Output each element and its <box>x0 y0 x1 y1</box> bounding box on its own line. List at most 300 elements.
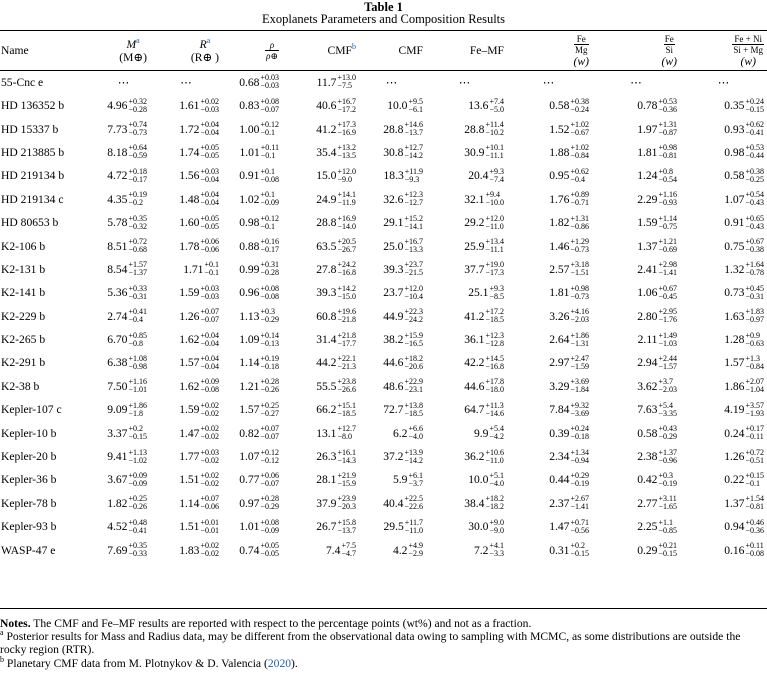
cell-cmfb <box>285 281 360 304</box>
upper-error: +0.12 <box>260 120 279 130</box>
cell-uncertainty <box>745 308 764 324</box>
cell-mass <box>100 421 153 444</box>
cell-value: 9.09 <box>107 403 128 417</box>
cell-uncertainty <box>200 519 219 535</box>
cell-value: 2.29 <box>637 192 658 206</box>
lower-error: −0.73 <box>570 245 589 255</box>
upper-error: +6.6 <box>408 424 423 434</box>
cell-cmf <box>360 398 425 421</box>
upper-error: +22.1 <box>337 353 356 363</box>
upper-error: +13.8 <box>404 400 423 410</box>
cell-feni <box>683 234 767 257</box>
cell-rho <box>221 515 285 538</box>
cell-cmf <box>360 117 425 140</box>
lower-error: −0.26 <box>128 502 147 512</box>
cell-mass <box>100 70 153 94</box>
lower-error: −0.02 <box>200 549 219 559</box>
cell-value: 2.94 <box>637 356 658 370</box>
cell-radius <box>153 164 221 187</box>
cell-cmf <box>360 492 425 515</box>
col-header-fe-si: $\frac{Fe}{Si}$ (w) <box>661 33 677 68</box>
cell-mass <box>100 375 153 398</box>
cell-uncertainty <box>489 168 504 184</box>
lower-error: −1.93 <box>745 408 764 418</box>
lower-error: −0.51 <box>745 455 764 465</box>
cell-feni <box>683 258 767 281</box>
note-b: $^b$ Planetary CMF data from M. Plotnykov & D. Valencia (2020). <box>0 654 298 670</box>
upper-error: +0.67 <box>658 283 677 293</box>
cell-fesi <box>595 305 683 328</box>
lower-error: −0.36 <box>745 525 764 535</box>
upper-error: +2.07 <box>745 377 764 387</box>
cell-uncertainty <box>128 519 147 535</box>
cell-cmf <box>360 188 425 211</box>
cell-uncertainty <box>337 285 356 301</box>
cell-value: 36.1 <box>464 333 485 347</box>
cell-value: 1.62 <box>179 379 200 393</box>
cell-uncertainty <box>570 261 589 277</box>
cell-cmf <box>360 211 425 234</box>
cell-radius <box>153 328 221 351</box>
planet-name: Kepler-93 b <box>1 520 57 534</box>
upper-error: +14.6 <box>404 120 423 130</box>
table-row <box>0 375 767 398</box>
upper-error: +1.64 <box>745 260 764 270</box>
upper-error: +1.37 <box>658 447 677 457</box>
cell-femg <box>508 234 595 257</box>
cell-value: 18.3 <box>383 169 404 183</box>
upper-error: +17.2 <box>485 307 504 317</box>
cell-uncertainty <box>337 355 356 371</box>
upper-error: +10.1 <box>485 143 504 153</box>
cell-uncertainty <box>745 542 764 558</box>
cell-value: 1.14 <box>239 356 260 370</box>
upper-error: +0.02 <box>200 541 219 551</box>
upper-error: +13.0 <box>337 73 356 82</box>
lower-error: −16.8 <box>485 361 504 371</box>
upper-error: +7.5 <box>341 541 356 551</box>
cell-radius <box>153 258 221 281</box>
cell-uncertainty <box>489 98 504 114</box>
lower-error: −0.08 <box>200 385 219 395</box>
cell-uncertainty <box>200 238 219 254</box>
cell-cmfb <box>285 117 360 140</box>
lower-error: −0.94 <box>570 455 589 465</box>
upper-error: +0.72 <box>745 447 764 457</box>
lower-error: −1.8 <box>128 408 143 418</box>
col-header-name: Name <box>1 44 29 57</box>
upper-error: +0.74 <box>128 120 147 130</box>
lower-error: −0.25 <box>745 174 764 184</box>
upper-error: +12.0 <box>485 213 504 223</box>
cell-value: 2.77 <box>637 496 658 510</box>
lower-error: −1.84 <box>570 385 589 395</box>
upper-error: +0.31 <box>260 260 279 270</box>
cell-value: 31.4 <box>316 333 337 347</box>
cell-radius <box>153 398 221 421</box>
cell-uncertainty <box>485 261 504 277</box>
planet-name: K2-38 b <box>1 379 40 393</box>
cell-mass <box>100 258 153 281</box>
upper-error: +0.85 <box>128 330 147 340</box>
cell-uncertainty <box>658 519 677 535</box>
upper-error: +0.05 <box>200 213 219 223</box>
cell-radius <box>153 445 221 468</box>
cell-value: ⋯ <box>630 76 642 90</box>
cell-value: 1.78 <box>179 239 200 253</box>
upper-error: +0.32 <box>128 96 147 106</box>
citation-link[interactable]: 2020 <box>267 656 292 670</box>
lower-error: −0.17 <box>128 174 147 184</box>
cell-uncertainty <box>570 378 589 394</box>
cell-uncertainty <box>485 191 504 207</box>
cell-value: 1.74 <box>179 145 200 159</box>
cell-value: 39.3 <box>316 286 337 300</box>
upper-error: +1.86 <box>128 400 147 410</box>
lower-error: −26.6 <box>337 385 356 395</box>
lower-error: −0.02 <box>200 432 219 442</box>
cell-uncertainty <box>485 121 504 137</box>
cell-uncertainty <box>485 308 504 324</box>
cell-uncertainty <box>260 425 279 441</box>
cell-radius <box>153 468 221 491</box>
lower-error: −0.45 <box>658 291 677 301</box>
cell-value: 28.1 <box>316 473 337 487</box>
cell-uncertainty <box>570 449 589 465</box>
lower-error: −0.87 <box>658 128 677 138</box>
cell-uncertainty <box>260 495 279 511</box>
lower-error: −0.11 <box>745 432 764 442</box>
cell-femf <box>425 70 508 94</box>
cell-femg <box>508 258 595 281</box>
cell-uncertainty <box>337 308 356 324</box>
cell-uncertainty <box>408 472 423 488</box>
cell-uncertainty <box>745 191 764 207</box>
table-row <box>0 445 767 468</box>
cell-uncertainty <box>337 215 356 231</box>
cell-value: 1.47 <box>549 520 570 534</box>
cell-value: 1.13 <box>239 309 260 323</box>
cell-cmf <box>360 234 425 257</box>
cell-uncertainty <box>337 449 356 465</box>
upper-error: +15.2 <box>404 213 423 223</box>
cell-uncertainty <box>404 238 423 254</box>
upper-error: +0.05 <box>260 541 279 551</box>
lower-error: −18.5 <box>337 408 356 418</box>
upper-error: +0.62 <box>745 120 764 130</box>
lower-error: −14.2 <box>404 455 423 465</box>
table-row <box>0 117 767 140</box>
upper-error: +0.8 <box>658 166 673 176</box>
cell-value: ⋯ <box>385 76 398 90</box>
upper-error: +0.28 <box>260 377 279 387</box>
planet-name: WASP-47 e <box>1 543 56 557</box>
cell-value: 5.36 <box>107 286 128 300</box>
lower-error: −0.15 <box>128 432 147 442</box>
cell-value: 1.59 <box>637 216 658 230</box>
cell-value: 48.6 <box>383 379 404 393</box>
cell-uncertainty <box>745 98 764 114</box>
upper-error: +11.4 <box>485 120 504 130</box>
cell-uncertainty <box>658 449 677 465</box>
cell-uncertainty <box>570 355 589 371</box>
upper-error: +12.7 <box>404 143 423 153</box>
cell-value: 72.7 <box>383 403 404 417</box>
upper-error: +22.5 <box>404 494 423 504</box>
lower-error: −12.7 <box>404 198 423 208</box>
cell-value: 0.97 <box>239 496 260 510</box>
cell-cmf <box>360 351 425 374</box>
cell-uncertainty <box>570 495 589 511</box>
cell-rho <box>221 375 285 398</box>
upper-error: +0.08 <box>260 517 279 527</box>
cell-uncertainty <box>260 191 279 207</box>
cell-rho <box>221 445 285 468</box>
cell-uncertainty <box>658 238 677 254</box>
upper-error: +0.16 <box>260 237 279 247</box>
planet-name: Kepler-10 b <box>1 426 57 440</box>
lower-error: −0.85 <box>658 525 677 535</box>
cell-value: 60.8 <box>316 309 337 323</box>
upper-error: +5.4 <box>489 424 504 434</box>
cell-value: 0.98 <box>724 145 745 159</box>
cell-value: 4.52 <box>107 520 128 534</box>
upper-error: +0.07 <box>200 494 219 504</box>
cell-uncertainty <box>260 238 279 254</box>
cell-mass <box>100 538 153 561</box>
cell-mass <box>100 305 153 328</box>
cell-femg <box>508 70 595 94</box>
cell-value: 1.09 <box>239 333 260 347</box>
cell-value: 0.74 <box>239 543 260 557</box>
planet-name: K2-291 b <box>1 356 46 370</box>
cell-rho <box>221 94 285 117</box>
cell-femg <box>508 398 595 421</box>
upper-error: +1.83 <box>745 307 764 317</box>
lower-error: −0.63 <box>745 338 764 348</box>
lower-error: −0.04 <box>200 198 219 208</box>
cell-uncertainty <box>745 472 764 488</box>
lower-error: −4.7 <box>341 549 356 559</box>
planet-name: K2-141 b <box>1 286 46 300</box>
upper-error: +0.12 <box>260 447 279 457</box>
cell-cmf <box>360 70 425 94</box>
cell-fesi <box>595 492 683 515</box>
cell-femf <box>425 492 508 515</box>
cell-cmf <box>360 141 425 164</box>
cell-value: 0.35 <box>724 99 745 113</box>
lower-error: −3.35 <box>658 408 677 418</box>
cell-uncertainty <box>404 144 423 160</box>
upper-error: +21.9 <box>337 470 356 480</box>
cell-uncertainty <box>128 542 147 558</box>
cell-value: 30.9 <box>464 145 485 159</box>
cell-value: 40.4 <box>383 496 404 510</box>
cell-value: 4.72 <box>107 169 128 183</box>
cell-fesi <box>595 328 683 351</box>
table-row <box>0 258 767 281</box>
cell-value: 3.62 <box>637 379 658 393</box>
cell-uncertainty <box>658 191 677 207</box>
cell-value: 37.7 <box>464 262 485 276</box>
upper-error: +10.6 <box>485 447 504 457</box>
cell-femf <box>425 538 508 561</box>
upper-error: +18.2 <box>404 353 423 363</box>
lower-error: −11.0 <box>485 455 504 465</box>
cell-value: 29.5 <box>383 520 404 534</box>
cell-uncertainty <box>745 332 764 348</box>
cell-uncertainty <box>260 261 279 277</box>
upper-error: +14.1 <box>337 190 356 200</box>
upper-error: +1.16 <box>128 377 147 387</box>
cell-cmf <box>360 445 425 468</box>
table-number: Table 1 <box>364 0 403 14</box>
cell-mass <box>100 164 153 187</box>
cell-value: 1.02 <box>239 192 260 206</box>
cell-value: 38.4 <box>464 496 485 510</box>
upper-error: +13.9 <box>404 447 423 457</box>
cell-value: ⋯ <box>717 76 730 90</box>
cell-value: 7.73 <box>107 122 128 136</box>
lower-error: −2.03 <box>570 315 589 325</box>
cell-uncertainty <box>404 191 423 207</box>
upper-error: +0.09 <box>128 470 147 480</box>
lower-error: −18.5 <box>485 315 504 325</box>
cell-value: 0.31 <box>549 543 570 557</box>
cell-uncertainty <box>745 121 764 137</box>
cell-radius <box>153 281 221 304</box>
cell-value: 28.8 <box>383 122 404 136</box>
cell-uncertainty <box>260 472 279 488</box>
upper-error: +12.7 <box>337 424 356 434</box>
cell-mass <box>100 328 153 351</box>
cell-value: 10.0 <box>468 473 489 487</box>
cell-uncertainty <box>128 449 147 465</box>
cell-mass <box>100 398 153 421</box>
upper-error: +0.1 <box>260 166 275 176</box>
cell-radius <box>153 70 221 94</box>
upper-error: +9.32 <box>570 400 589 410</box>
upper-error: +1.02 <box>570 120 589 130</box>
lower-error: −9.0 <box>489 525 504 535</box>
cell-fesi <box>595 398 683 421</box>
cell-value: 24.9 <box>316 192 337 206</box>
cell-uncertainty <box>128 495 147 511</box>
cell-uncertainty <box>260 121 279 137</box>
upper-error: +2.67 <box>570 494 589 504</box>
lower-error: −0.44 <box>745 151 764 161</box>
cell-mass <box>100 117 153 140</box>
cell-femg <box>508 421 595 444</box>
lower-error: −26.7 <box>337 245 356 255</box>
planet-name: K2-131 b <box>1 262 46 276</box>
lower-error: −11.1 <box>485 245 504 255</box>
cell-uncertainty <box>404 495 423 511</box>
upper-error: +2.98 <box>658 260 677 270</box>
cell-cmfb <box>285 305 360 328</box>
cell-uncertainty <box>658 495 677 511</box>
cell-value: 25.9 <box>464 239 485 253</box>
cell-fesi <box>595 375 683 398</box>
cell-uncertainty <box>485 144 504 160</box>
lower-error: −0.07 <box>260 104 279 114</box>
cell-value: 5.9 <box>392 473 408 487</box>
cell-rho <box>221 70 285 94</box>
lower-error: −11.0 <box>485 221 504 231</box>
cell-value: 8.51 <box>107 239 128 253</box>
cell-value: 10.0 <box>387 99 408 113</box>
note-a: $^a$ Posterior results for Mass and Radius data, may be different from the observational data owing to sampling with MCMC, as some distributions are outside the rocky region (RTR). <box>0 628 741 657</box>
upper-error: +3.57 <box>745 400 764 410</box>
planet-name: Kepler-107 c <box>1 403 62 417</box>
cell-uncertainty <box>337 519 356 535</box>
lower-error: −14.3 <box>337 455 356 465</box>
cell-uncertainty <box>485 378 504 394</box>
lower-error: −0.05 <box>200 151 219 161</box>
cell-value: 0.58 <box>549 99 570 113</box>
cell-value: 1.57 <box>239 403 260 417</box>
upper-error: +0.02 <box>200 424 219 434</box>
cell-femg <box>508 164 595 187</box>
cell-uncertainty <box>337 98 356 114</box>
lower-error: −9.0 <box>337 174 352 184</box>
cell-uncertainty <box>260 74 279 90</box>
lower-error: −0.28 <box>128 104 147 114</box>
upper-error: +0.21 <box>658 541 677 551</box>
upper-error: +23.9 <box>337 494 356 504</box>
cell-uncertainty <box>658 261 677 277</box>
lower-error: −0.28 <box>260 268 279 278</box>
upper-error: +0.41 <box>128 307 147 317</box>
cell-value: 25.0 <box>383 239 404 253</box>
cell-value: 1.24 <box>637 169 658 183</box>
cell-fesi <box>595 281 683 304</box>
cell-feni <box>683 188 767 211</box>
cell-value: 7.2 <box>473 543 489 557</box>
lower-error: −7.4 <box>489 174 504 184</box>
cell-uncertainty <box>485 238 504 254</box>
cell-feni <box>683 328 767 351</box>
table-row <box>0 515 767 538</box>
upper-error: +1.14 <box>658 213 677 223</box>
table-row <box>0 328 767 351</box>
table-row <box>0 305 767 328</box>
lower-error: −1.51 <box>570 268 589 278</box>
upper-error: +0.02 <box>200 470 219 480</box>
cell-value: 0.82 <box>239 426 260 440</box>
cell-femf <box>425 211 508 234</box>
cell-radius <box>153 94 221 117</box>
table-row <box>0 281 767 304</box>
upper-error: +0.19 <box>260 353 279 363</box>
cell-uncertainty <box>404 402 423 418</box>
cell-cmfb <box>285 211 360 234</box>
lower-error: −1.65 <box>658 502 677 512</box>
cell-uncertainty <box>260 168 279 184</box>
cell-uncertainty <box>570 332 589 348</box>
table-caption: Exoplanets Parameters and Composition Results <box>261 12 506 26</box>
lower-error: −0.17 <box>260 245 279 255</box>
cell-femg <box>508 141 595 164</box>
cell-value: 7.50 <box>107 379 128 393</box>
cell-femg <box>508 375 595 398</box>
lower-error: −0.73 <box>128 128 147 138</box>
cell-value: 0.91 <box>239 169 260 183</box>
cell-radius <box>153 141 221 164</box>
upper-error: +3.18 <box>570 260 589 270</box>
upper-error: +1.29 <box>570 237 589 247</box>
cell-uncertainty <box>260 98 279 114</box>
